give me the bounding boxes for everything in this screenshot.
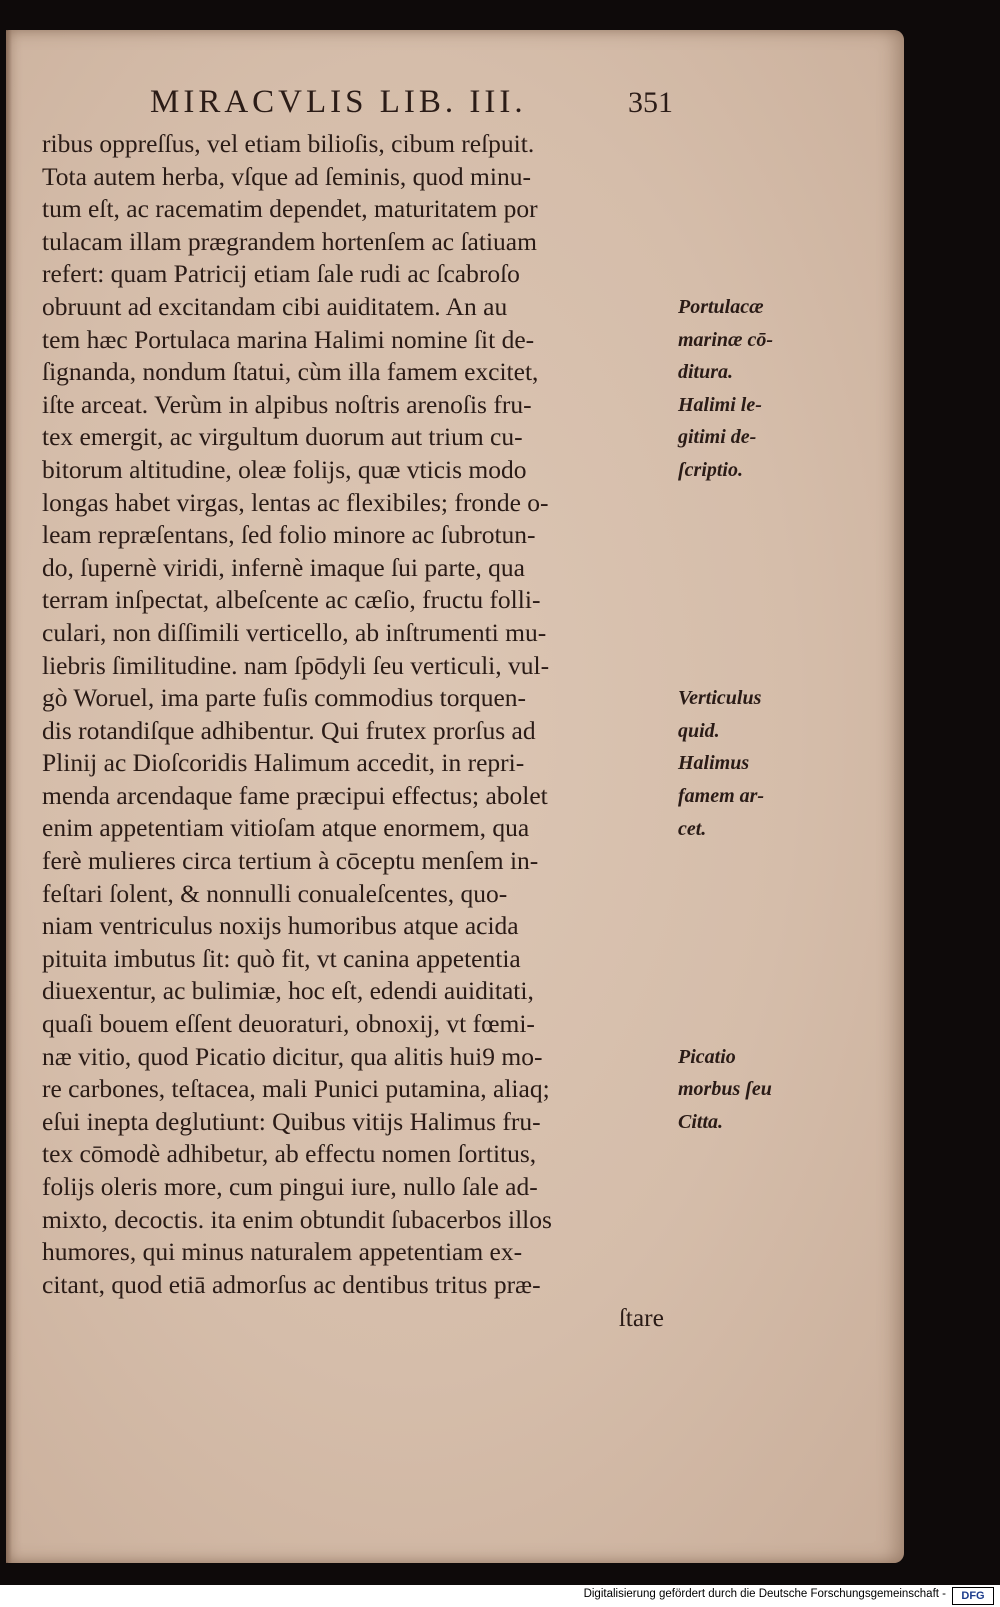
text-line: longas habet virgas, lentas ac flexibiles; fronde o- — [42, 487, 549, 517]
text-line: re carbones, teſtacea, mali Punici putamina, aliaq; — [42, 1074, 550, 1104]
text-line: iſte arceat. Verùm in alpibus noſtris arenoſis fru- — [42, 389, 532, 419]
text-line: tum eſt, ac racematim dependet, maturitatem por — [42, 194, 538, 224]
text-line: citant, quod etiā admorſus ac dentibus tritus præ- — [42, 1269, 541, 1299]
text-line: feſtari ſolent, & nonnulli conualeſcentes, quo- — [42, 878, 508, 908]
text-line: Tota autem herba, vſque ad ſeminis, quod minu- — [42, 161, 531, 191]
dfg-logo: DFG — [952, 1587, 994, 1605]
marginal-note-line: Picatio — [678, 1045, 736, 1068]
catchword: ſtare — [618, 1303, 664, 1333]
text-line: eſui inepta deglutiunt: Quibus vitijs Halimus fru- — [42, 1106, 541, 1136]
marginal-note-line: quid. — [678, 719, 720, 742]
text-line: bitorum altitudine, oleæ folijs, quæ vticis modo — [42, 454, 527, 484]
text-line: ſignanda, nondum ſtatui, cùm illa famem excitet, — [42, 357, 539, 387]
text-line: ferè mulieres circa tertium à cōceptu menſem in- — [42, 846, 539, 876]
marginal-note-line: cet. — [678, 817, 707, 840]
marginal-note-line: famem ar- — [678, 784, 765, 807]
marginal-note-line: Halimus — [678, 752, 750, 775]
text-line: tex emergit, ac virgultum duorum aut trium cu- — [42, 422, 523, 452]
marginal-note — [678, 1041, 808, 1139]
text-line: menda arcendaque fame præcipui effectus; abolet — [42, 780, 548, 810]
text-line: dis rotandiſque adhibentur. Qui frutex prorſus ad — [42, 715, 536, 745]
marginal-note-line: Verticulus — [678, 687, 762, 710]
text-line: gò Woruel, ima parte fuſis commodius torquen- — [42, 683, 527, 713]
marginal-note-line: Halimi le- — [678, 393, 762, 416]
marginal-note — [678, 682, 808, 747]
text-line: pituita imbutus ſit: quò fit, vt canina appetentia — [42, 943, 521, 973]
text-line: enim appetentiam vitioſam atque enormem, qua — [42, 813, 530, 843]
marginal-note-line: Portulacæ — [678, 296, 764, 318]
text-line: mixto, decoctis. ita enim obtundit ſubacerbos illos — [42, 1204, 552, 1234]
marginal-note-line: Citta. — [678, 1110, 724, 1133]
text-line: culari, non diſſimili verticello, ab inſtrumenti mu- — [42, 617, 547, 647]
text-line: niam ventriculus noxijs humoribus atque acida — [42, 911, 519, 941]
text-line: refert: quam Patricij etiam ſale rudi ac ſcabroſo — [42, 259, 520, 289]
text-line: obruunt ad excitandam cibi auiditatem. An au — [42, 291, 508, 321]
marginal-note-line: ditura. — [678, 361, 734, 384]
marginal-note — [678, 747, 808, 845]
text-line: terram inſpectat, albeſcente ac cæſio, fructu folli- — [42, 585, 541, 615]
text-line: liebris ſimilitudine. nam ſpōdyli ſeu verticuli, vul- — [42, 650, 550, 680]
text-line: leam repræſentans, ſed folio minore ac ſubrotun- — [42, 520, 536, 550]
running-head: MIRACVLIS LIB. III. — [150, 84, 527, 120]
funding-credit: Digitalisierung gefördert durch die Deutsche Forschungsgemeinschaft - — [583, 1588, 946, 1600]
text-line: folijs oleris more, cum pingui iure, nullo ſale ad- — [42, 1172, 538, 1201]
marginal-note-line: morbus ſeu — [678, 1078, 772, 1101]
page-number: 351 — [628, 86, 673, 119]
text-line: Plinij ac Dioſcoridis Halimum accedit, in repri- — [42, 748, 525, 778]
text-line: tem hæc Portulaca marina Halimi nomine ſit de- — [42, 324, 535, 354]
text-line: humores, qui minus naturalem appetentiam ex- — [42, 1237, 523, 1267]
text-line: do, ſupernè viridi, infernè imaque ſui parte, qua — [42, 552, 525, 582]
page-gutter-shadow — [6, 30, 12, 1563]
marginal-note — [678, 291, 808, 389]
marginal-note-line: marinæ cō- — [678, 328, 773, 351]
text-line: tex cōmodè adhibetur, ab effectu nomen ſortitus, — [42, 1139, 537, 1169]
text-line: næ vitio, quod Picatio dicitur, qua alitis hui9 mo- — [42, 1041, 543, 1071]
marginal-note-line: gitimi de- — [678, 426, 757, 449]
text-line: ribus oppreſſus, vel etiam bilioſis, cibum reſpuit. — [42, 129, 535, 158]
marginal-note — [678, 389, 808, 487]
text-line: quaſi bouem eſſent deuoraturi, obnoxij, vt fœmi- — [42, 1009, 535, 1039]
text-line: diuexentur, ac bulimiæ, hoc eſt, edendi auiditati, — [42, 976, 534, 1006]
footer-bar — [0, 1585, 1000, 1607]
text-line: tulacam illam prægrandem hortenſem ac ſatiuam — [42, 226, 537, 256]
body-text — [42, 128, 672, 1335]
marginal-note-line: ſcriptio. — [678, 458, 743, 481]
